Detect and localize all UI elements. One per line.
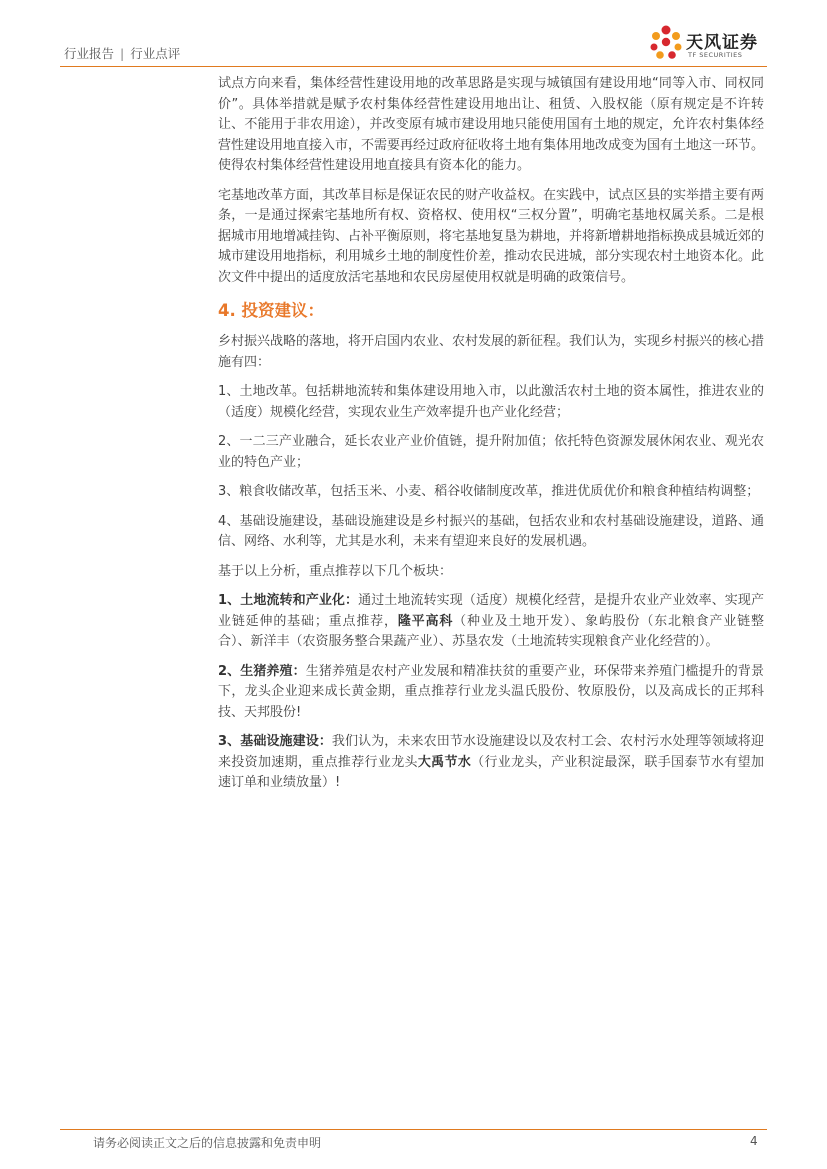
paragraph-intro: 乡村振兴战略的落地，将开启国内农业、农村发展的新征程。我们认为，实现乡村振兴的核心措施有四： <box>218 334 765 370</box>
recommendation-2-text: 生猪养殖是农村产业发展和精准扶贫的重要产业，环保带来养殖门槛提升的背景下，龙头企业迎来成长黄金期，重点推荐行业龙头温氏股份、牧原股份，以及高成长的正邦科技、天邦股份! <box>218 663 764 720</box>
page-number: 4 <box>750 1134 758 1148</box>
recommendation-1-text-b: （种业及土地开发）、象屿股份（东北粮食产业链整合）、新洋丰（农资服务整合果蔬产业）、苏垦农发（土地流转实现粮食产业化经营的）。 <box>218 613 764 649</box>
footer-disclaimer: 请务必阅读正文之后的信息披露和免责申明 <box>93 1136 322 1150</box>
recommendation-1-text-a: 通过土地流转实现（适度）规模化经营，是提升农业产业效率、实现产业链延伸的基础；重点推荐， <box>218 593 764 629</box>
paragraph-measure-2: 2、一二三产业融合，延长农业产业价值链，提升附加值；依托特色资源发展休闲农业、观光农业的特色产业； <box>218 434 764 470</box>
header-separator: | <box>120 46 125 61</box>
body-content <box>218 74 764 803</box>
logo-brand-en: TF SECURITIES <box>688 51 743 59</box>
recommendation-3-text-b: （行业龙头，产业积淀最深，联手国泰节水有望加速订单和业绩放量）! <box>218 754 764 790</box>
paragraph-recommend-intro: 基于以上分析，重点推荐以下几个板块： <box>218 563 453 579</box>
recommendation-1-stock: 隆平高科 <box>397 613 454 629</box>
header-divider <box>60 66 767 67</box>
recommendation-3-text-a: 我们认为，未来农田节水设施建设以及农村工会、农村污水处理等领域将迎来投资加速期，重点推荐行业龙头 <box>218 734 764 770</box>
recommendation-2-label: 2、生猪养殖： <box>218 663 306 679</box>
report-type-header <box>64 44 180 62</box>
recommendation-3 <box>218 732 764 794</box>
recommendation-1-label: 1、土地流转和产业化： <box>218 593 359 608</box>
paragraph-measure-4: 4、基础设施建设，基础设施建设是乡村振兴的基础，包括农业和农村基础设施建设，道路、通信、网络、水利等，尤其是水利，未来有望迎来良好的发展机遇。 <box>218 513 764 549</box>
recommendation-1 <box>218 591 764 653</box>
recommendation-3-label: 3、基础设施建设： <box>218 734 332 749</box>
logo-brand-cn: 天风证券 <box>686 33 758 53</box>
section-title-investment: 4. 投资建议： <box>218 301 324 320</box>
tf-securities-logo <box>646 22 766 64</box>
paragraph-measure-1: 1、土地改革。包括耕地流转和集体建设用地入市，以此激活农村土地的资本属性，推进农业的（适度）规模化经营，实现农业生产效率提升也产业化经营； <box>218 384 764 420</box>
recommendation-3-stock: 大禹节水 <box>417 754 472 770</box>
report-category: 行业报告 <box>64 46 115 61</box>
paragraph-land-reform: 试点方向来看，集体经营性建设用地的改革思路是实现与城镇国有建设用地“同等入市、同权同价”。具体举措就是赋予农村集体经营性建设用地出让、租赁、入股权能（原有规定是不许转让、不能用于非农用途），并改变原有城市建设用地只能使用国有土地的规定，允许农村集体经营性建设用地直接入市，不需要再经过政府征收将土地有集体用地改成变为国有土地这一环节。使得农村集体经营性建设用地直接具有资本化的能力。 <box>218 76 765 173</box>
paragraph-measure-3: 3、粮食收储改革，包括玉米、小麦、稻谷收储制度改革，推进优质优价和粮食种植结构调整； <box>218 484 760 499</box>
logo-mark-icon <box>646 22 686 64</box>
footer-divider <box>60 1129 767 1130</box>
paragraph-homestead-reform: 宅基地改革方面，其改革目标是保证农民的财产收益权。在实践中，试点区县的实举措主要有两条，一是通过探索宅基地所有权、资格权、使用权“三权分置”，明确宅基地权属关系。二是根据城市用地增减挂钩、占补平衡原则，将宅基地复垦为耕地，并将新增耕地指标换成县城近郊的城市建设用地指标，利用城乡土地的制度性价差，推动农民进城，部分实现农村土地资本化。此次文件中提出的适度放活宅基地和农民房屋使用权就是明确的政策信号。 <box>218 187 765 285</box>
report-subcategory: 行业点评 <box>130 46 181 61</box>
recommendation-2 <box>218 662 764 724</box>
